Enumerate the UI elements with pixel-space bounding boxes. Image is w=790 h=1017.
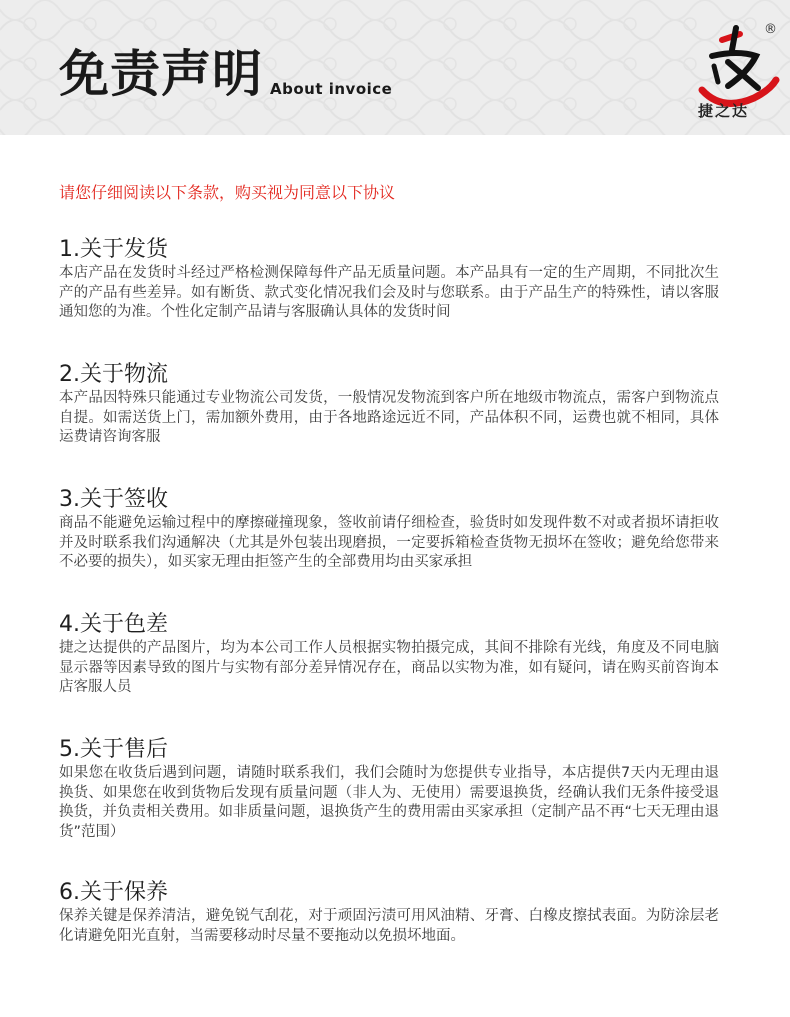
header-banner [0,0,790,135]
section-heading: 6.关于保养 [59,880,168,905]
section-logistics [59,361,719,448]
section-heading: 3.关于签收 [59,487,168,512]
section-body: 如果您在收货后遇到问题，请随时联系我们，我们会随时为您提供专业指导，本店提供7天内无理由退换货、如果您在收到货物后发现有质量问题（非人为、无使用）需要退换货，经确认我们无条件接受退换货，并负责相关费用。如非质量问题，退换货产生的费用需由买家承担（定制产品不再“七天无理由退货”范围） [59,765,720,840]
section-after-sales [59,736,719,842]
brand-name: 捷之达 [698,102,750,120]
registered-mark: ® [764,22,777,37]
section-maintenance [59,879,719,946]
agreement-notice: 请您仔细阅读以下条款，购买视为同意以下协议 [59,183,396,202]
section-heading: 1.关于发货 [59,237,168,262]
section-shipping [59,236,719,323]
section-receipt [59,486,719,573]
page-subtitle: About invoice [270,80,393,98]
section-heading: 2.关于物流 [59,362,168,387]
section-heading: 5.关于售后 [59,737,168,762]
page-title: 免责声明 [59,45,263,103]
section-color-difference [59,611,719,698]
section-body: 商品不能避免运输过程中的摩擦碰撞现象，签收前请仔细检查，验货时如发现件数不对或者损坏请拒收并及时联系我们沟通解决（尤其是外包装出现磨损，一定要拆箱检查货物无损坏在签收；避免给您带来不必要的损失），如买家无理由拒签产生的全部费用均由买家承担 [59,515,719,570]
section-body: 捷之达提供的产品图片，均为本公司工作人员根据实物拍摄完成，其间不排除有光线，角度及不同电脑显示器等因素导致的图片与实物有部分差异情况存在，商品以实物为准，如有疑问，请在购买前咨询本店客服人员 [59,640,719,695]
section-heading: 4.关于色差 [59,612,168,637]
section-body: 保养关键是保养清洁，避免锐气刮花，对于顽固污渍可用风油精、牙膏、白橡皮擦拭表面。为防涂层老化请避免阳光直射，当需要移动时尽量不要拖动以免损坏地面。 [59,908,719,944]
section-body: 本店产品在发货时斗经过严格检测保障每件产品无质量问题。本产品具有一定的生产周期，不同批次生产的产品有些差异。如有断货、款式变化情况我们会及时与您联系。由于产品生产的特殊性，请以客服通知您的为准。个性化定制产品请与客服确认具体的发货时间 [59,265,719,320]
section-body: 本产品因特殊只能通过专业物流公司发货，一般情况发物流到客户所在地级市物流点，需客户到物流点自提。如需送货上门，需加额外费用，由于各地路途远近不同，产品体积不同，运费也就不相同，具体运费请咨询客服 [59,390,719,445]
